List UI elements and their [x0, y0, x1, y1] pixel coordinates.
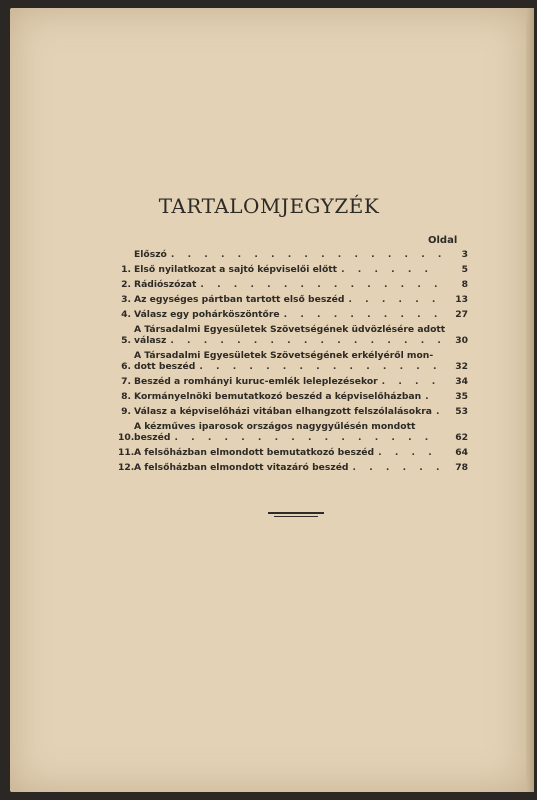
toc-entry-page: 32 — [455, 361, 468, 372]
toc-entry-number: 11. — [118, 447, 135, 458]
toc-entry — [118, 391, 468, 402]
table-of-contents — [118, 249, 468, 477]
toc-entry-title: Első nyilatkozat a sajtó képviselői előtt — [134, 264, 338, 275]
book-page — [10, 8, 528, 792]
toc-entry-page: 64 — [455, 447, 468, 458]
toc-entry-title: Beszéd a romhányi kuruc-emlék leleplezésekor — [134, 376, 378, 387]
toc-entry-title-continued: beszéd — [134, 432, 171, 443]
page-column-header: Oldal — [428, 235, 458, 246]
toc-entry-number: 8. — [121, 391, 131, 402]
dot-leader — [341, 264, 442, 275]
toc-entry-title: A Társadalmi Egyesületek Szövetségének üdvözlésére adott — [134, 324, 446, 335]
toc-entry — [118, 406, 468, 417]
toc-entry-page: 27 — [455, 309, 468, 320]
toc-entry — [118, 309, 468, 320]
toc-entry-title: A felsőházban elmondott vitazáró beszéd — [134, 462, 349, 473]
dot-leader — [378, 447, 442, 458]
dot-leader — [200, 279, 442, 290]
toc-entry — [118, 279, 468, 290]
toc-entry — [118, 324, 468, 346]
toc-entry-number: 2. — [121, 279, 131, 290]
dot-leader — [199, 361, 442, 372]
toc-entry — [118, 447, 468, 458]
toc-entry-title: Az egységes pártban tartott első beszéd — [134, 294, 345, 305]
toc-entry — [118, 264, 468, 275]
toc-entry-title: A kézműves iparosok országos nagygyűlésén mondott — [134, 421, 416, 432]
toc-entry-page: 5 — [461, 264, 468, 275]
toc-entry-number: 1. — [121, 264, 131, 275]
dot-leader — [170, 335, 442, 346]
toc-entry-page: 13 — [455, 294, 468, 305]
toc-entry — [118, 421, 468, 443]
toc-entry-title-continued: dott beszéd — [134, 361, 196, 372]
toc-entry-title: Válasz egy pohárköszöntőre — [134, 309, 280, 320]
toc-entry-page: 53 — [455, 406, 468, 417]
toc-entry-title: Előszó — [134, 249, 167, 260]
page-title: TARTALOMJEGYZÉK — [158, 194, 380, 218]
toc-entry — [118, 376, 468, 387]
dot-leader — [171, 249, 442, 260]
dot-leader — [353, 462, 443, 473]
toc-entry-title: Válasz a képviselőházi vitában elhangzott felszólalásokra — [134, 406, 432, 417]
toc-entry — [118, 462, 468, 473]
toc-entry-page: 30 — [455, 335, 468, 346]
toc-entry — [118, 249, 468, 260]
toc-entry-number: 4. — [121, 309, 131, 320]
toc-entry-page: 8 — [461, 279, 468, 290]
toc-entry — [118, 294, 468, 305]
toc-entry-page: 35 — [455, 391, 468, 402]
toc-entry-number: 9. — [121, 406, 131, 417]
toc-entry — [118, 350, 468, 372]
page-edge — [526, 8, 534, 792]
toc-entry-title: A Társadalmi Egyesületek Szövetségének erkélyéről mon- — [134, 350, 434, 361]
dot-leader — [348, 294, 442, 305]
toc-entry-page: 34 — [455, 376, 468, 387]
toc-entry-number: 3. — [121, 294, 131, 305]
toc-entry-title: A felsőházban elmondott bemutatkozó beszéd — [134, 447, 375, 458]
toc-entry-title: Rádiószózat — [134, 279, 197, 290]
toc-entry-number: 6. — [121, 361, 131, 372]
dot-leader — [284, 309, 442, 320]
toc-entry-number: 10. — [118, 432, 135, 443]
toc-entry-number: 7. — [121, 376, 131, 387]
toc-entry-page: 3 — [461, 249, 468, 260]
divider-rule-thin — [274, 516, 318, 517]
toc-entry-number: 5. — [121, 335, 131, 346]
toc-entry-number: 12. — [118, 462, 135, 473]
toc-entry-page: 62 — [455, 432, 468, 443]
divider-rule — [268, 512, 324, 514]
toc-entry-page: 78 — [455, 462, 468, 473]
dot-leader — [382, 376, 442, 387]
toc-entry-title-continued: válasz — [134, 335, 167, 346]
toc-entry-title: Kormányelnöki bemutatkozó beszéd a képviselőházban — [134, 391, 422, 402]
dot-leader — [436, 406, 442, 417]
dot-leader — [425, 391, 442, 402]
dot-leader — [174, 432, 442, 443]
